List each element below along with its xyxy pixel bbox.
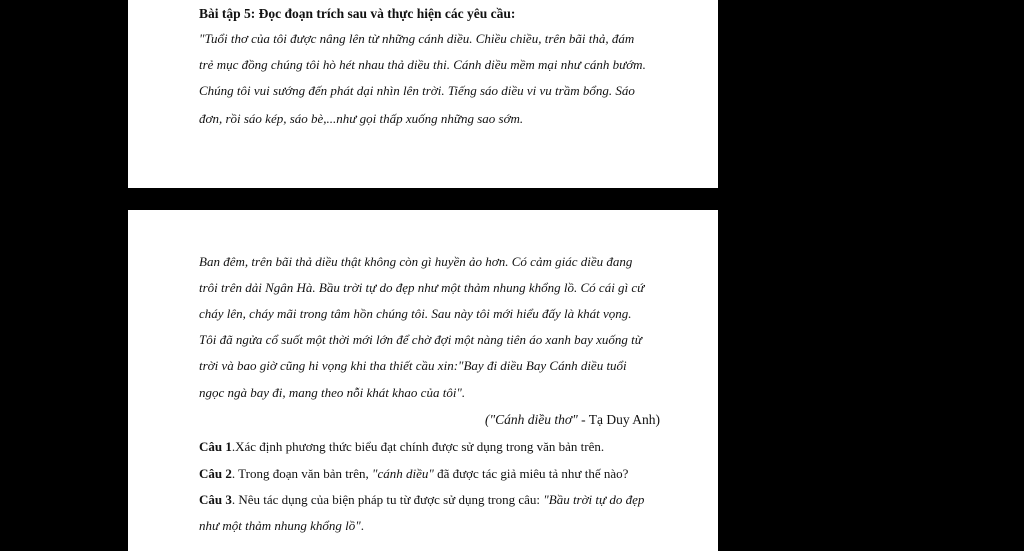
question-2-text-b: đã được tác giả miêu tả như thế nào? bbox=[433, 466, 629, 481]
question-2 bbox=[199, 466, 628, 482]
exercise-heading: Bài tập 5: Đọc đoạn trích sau và thực hiện các yêu cầu: bbox=[199, 6, 516, 21]
passage-line-7: cháy lên, cháy mãi trong tâm hồn chúng tôi. Sau này tôi mới hiểu đấy là khát vọng. bbox=[199, 306, 632, 321]
passage-line-6: trôi trên dải Ngân Hà. Bầu trời tự do đẹp như một thảm nhung khổng lồ. Có cái gì cứ bbox=[199, 280, 645, 295]
passage-line-10: ngọc ngà bay đi, mang theo nỗi khát khao của tôi". bbox=[199, 385, 466, 400]
question-3 bbox=[199, 492, 644, 508]
question-3-end: . bbox=[360, 518, 364, 533]
passage-line-8: Tôi đã ngửa cổ suốt một thời mới lớn để chờ đợi một nàng tiên áo xanh bay xuống từ bbox=[199, 332, 642, 347]
passage-line-1: "Tuổi thơ của tôi được nâng lên từ những cánh diều. Chiều chiều, trên bãi thả, đám bbox=[199, 31, 635, 46]
source-citation bbox=[485, 412, 660, 428]
document-page-top bbox=[128, 0, 718, 188]
question-2-quote: "cánh diều" bbox=[371, 466, 434, 481]
passage-line-4: đơn, rồi sáo kép, sáo bè,...như gọi thấp xuống những sao sớm. bbox=[199, 111, 524, 126]
passage-line-9: trời và bao giờ cũng hi vọng khi tha thiết cầu xin:"Bay đi diều Bay Cánh diều tuổi bbox=[199, 358, 627, 373]
question-3-quote-a: "Bầu trời tự do đẹp bbox=[543, 492, 645, 507]
passage-line-3: Chúng tôi vui sướng đến phát dại nhìn lên trời. Tiếng sáo diều vi vu trầm bổng. Sáo bbox=[199, 83, 635, 98]
passage-line-5: Ban đêm, trên bãi thả diều thật không còn gì huyền ảo hơn. Có cảm giác diều đang bbox=[199, 254, 633, 269]
question-3-quote-b: như một thảm nhung khổng lồ" bbox=[199, 518, 361, 533]
question-1 bbox=[199, 439, 604, 455]
question-2-label: Câu 2 bbox=[199, 466, 232, 481]
question-1-text: .Xác định phương thức biểu đạt chính được sử dụng trong văn bản trên. bbox=[231, 439, 605, 454]
source-author: - Tạ Duy Anh) bbox=[577, 412, 660, 427]
question-1-label: Câu 1 bbox=[199, 439, 232, 454]
question-3-label: Câu 3 bbox=[199, 492, 232, 507]
question-3-text: . Nêu tác dụng của biện pháp tu từ được sử dụng trong câu: bbox=[231, 492, 544, 507]
source-title: ("Cánh diều thơ" bbox=[484, 412, 578, 427]
question-3-continued bbox=[199, 518, 364, 534]
document-page-bottom bbox=[128, 210, 718, 551]
question-2-text-a: . Trong đoạn văn bản trên, bbox=[231, 466, 372, 481]
passage-line-2: trẻ mục đồng chúng tôi hò hét nhau thả diều thi. Cánh diều mềm mại như cánh bướm. bbox=[199, 57, 646, 72]
